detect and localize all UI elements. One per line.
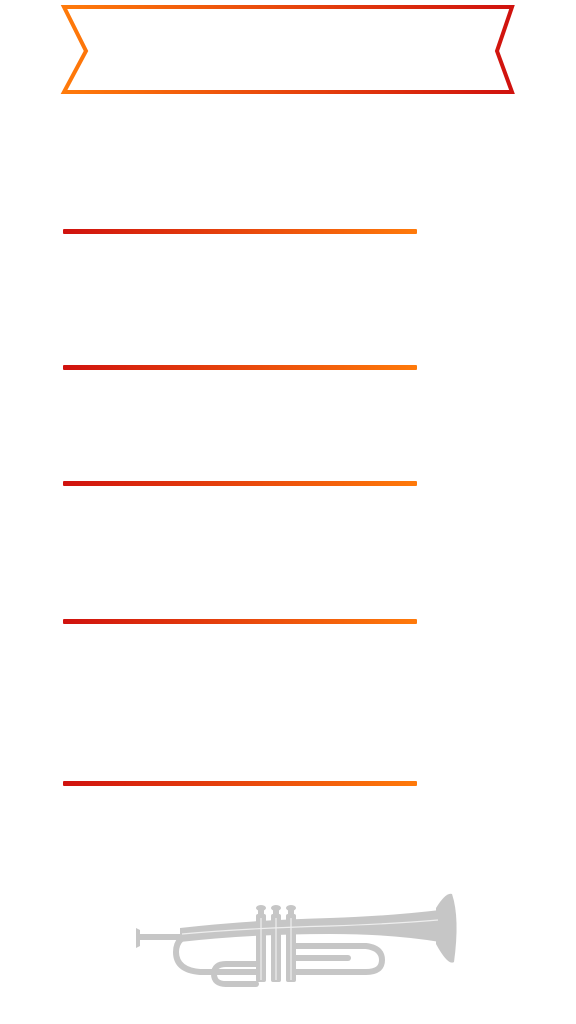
divider-line-4 xyxy=(63,619,417,624)
ribbon-banner xyxy=(60,4,516,96)
ribbon-banner-outline xyxy=(64,7,512,92)
divider-line-3 xyxy=(63,481,417,486)
divider-line-2 xyxy=(63,365,417,370)
trumpet-icon xyxy=(130,888,462,992)
divider-line-5 xyxy=(63,781,417,786)
divider-line-1 xyxy=(63,229,417,234)
